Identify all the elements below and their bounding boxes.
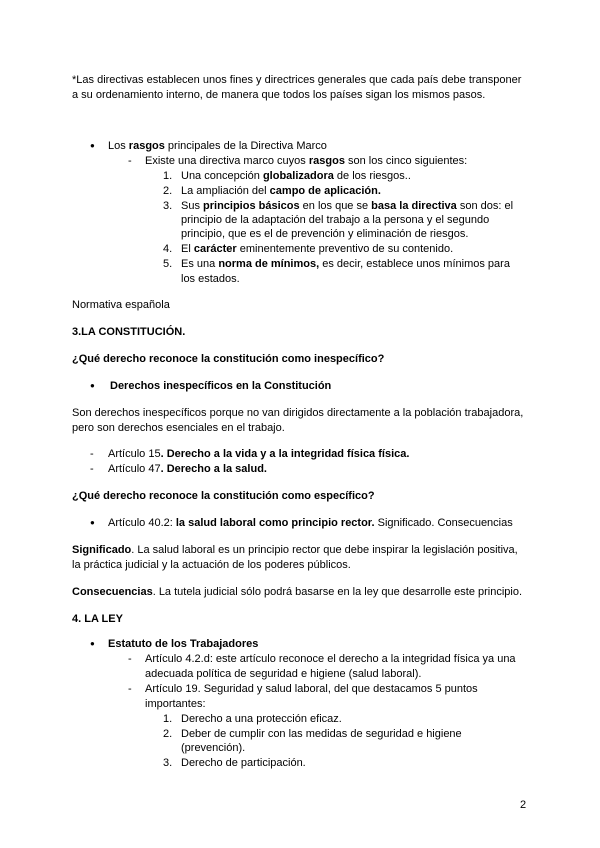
dash-icon: - <box>90 463 94 475</box>
consecuencias-line: Consecuencias. La tutela judicial sólo podrá basarse en la ley que desarrolle este principio. <box>72 586 523 598</box>
dash-icon: - <box>128 155 132 167</box>
list-number: 2. <box>163 728 173 740</box>
list-item: Derecho a una protección eficaz. <box>181 713 342 725</box>
articulo-19-line: importantes: <box>145 698 206 710</box>
list-number: 2. <box>163 185 173 197</box>
articulo-47: Artículo 47. Derecho a la salud. <box>108 463 267 475</box>
dash-icon: - <box>128 683 132 695</box>
list-number: 1. <box>163 170 173 182</box>
articulo-40: Artículo 40.2: la salud laboral como principio rector. Significado. Consecuencias <box>108 517 513 529</box>
articulo-4-line: adecuada política de seguridad e higiene (salud laboral). <box>145 668 422 680</box>
rasgos-dash: Existe una directiva marco cuyos rasgos son los cinco siguientes: <box>145 155 468 167</box>
list-item: El carácter eminentemente preventivo de su contenido. <box>181 243 454 255</box>
list-item: La ampliación del campo de aplicación. <box>181 185 381 197</box>
list-number: 5. <box>163 258 173 270</box>
intro-line-1: *Las directivas establecen unos fines y directrices generales que cada país debe transponer <box>72 74 522 86</box>
list-number: 3. <box>163 757 173 769</box>
paragraph-line: pero son derechos esenciales en el trabajo. <box>72 422 285 434</box>
section-heading: 4. LA LEY <box>72 613 123 625</box>
dash-icon: - <box>90 448 94 460</box>
question-heading: ¿Qué derecho reconoce la constitución como específico? <box>72 490 375 502</box>
list-item: Derecho de participación. <box>181 757 306 769</box>
page-number: 2 <box>520 799 527 811</box>
list-item-continuation: (prevención). <box>181 742 246 754</box>
list-item: Es una norma de mínimos, es decir, establece unos mínimos para <box>181 258 510 270</box>
normativa-label: Normativa española <box>72 299 170 311</box>
inespecificos-bullet: Derechos inespecíficos en la Constitución <box>110 380 332 392</box>
bullet-icon: ● <box>90 141 95 150</box>
dash-icon: - <box>128 653 132 665</box>
rasgos-bullet: Los rasgos principales de la Directiva Marco <box>108 140 327 152</box>
estatuto-bullet: Estatuto de los Trabajadores <box>108 638 259 650</box>
articulo-15: Artículo 15. Derecho a la vida y a la integridad física física. <box>108 448 410 460</box>
bullet-icon: ● <box>90 639 95 648</box>
list-item-continuation: principio de la adaptación del trabajo a la persona y el segundo <box>181 214 490 226</box>
paragraph-line: Son derechos inespecíficos porque no van dirigidos directamente a la población trabajadora, <box>72 407 524 419</box>
section-heading: 3.LA CONSTITUCIÓN. <box>72 326 186 338</box>
list-number: 3. <box>163 200 173 212</box>
bullet-icon: ● <box>90 381 95 390</box>
articulo-19-line: Artículo 19. Seguridad y salud laboral, del que destacamos 5 puntos <box>145 683 478 695</box>
list-item-continuation: principio, que es el de prevención y eliminación de riesgos. <box>181 228 469 240</box>
list-item-continuation: los estados. <box>181 273 240 285</box>
significado-line: Significado. La salud laboral es un principio rector que debe inspirar la legislación positiva, <box>72 544 518 556</box>
bullet-icon: ● <box>90 518 95 527</box>
list-item: Una concepción globalizadora de los riesgos.. <box>181 170 411 182</box>
question-heading: ¿Qué derecho reconoce la constitución como inespecífico? <box>72 353 385 365</box>
list-number: 4. <box>163 243 173 255</box>
list-number: 1. <box>163 713 173 725</box>
list-item: Sus principios básicos en los que se basa la directiva son dos: el <box>181 200 514 212</box>
intro-line-2: a su ordenamiento interno, de manera que todos los países sigan los mismos pasos. <box>72 89 486 101</box>
list-item: Deber de cumplir con las medidas de seguridad e higiene <box>181 728 462 740</box>
significado-line: la práctica judicial y la actuación de los poderes públicos. <box>72 559 351 571</box>
articulo-4-line: Artículo 4.2.d: este artículo reconoce el derecho a la integridad física ya una <box>145 653 516 665</box>
